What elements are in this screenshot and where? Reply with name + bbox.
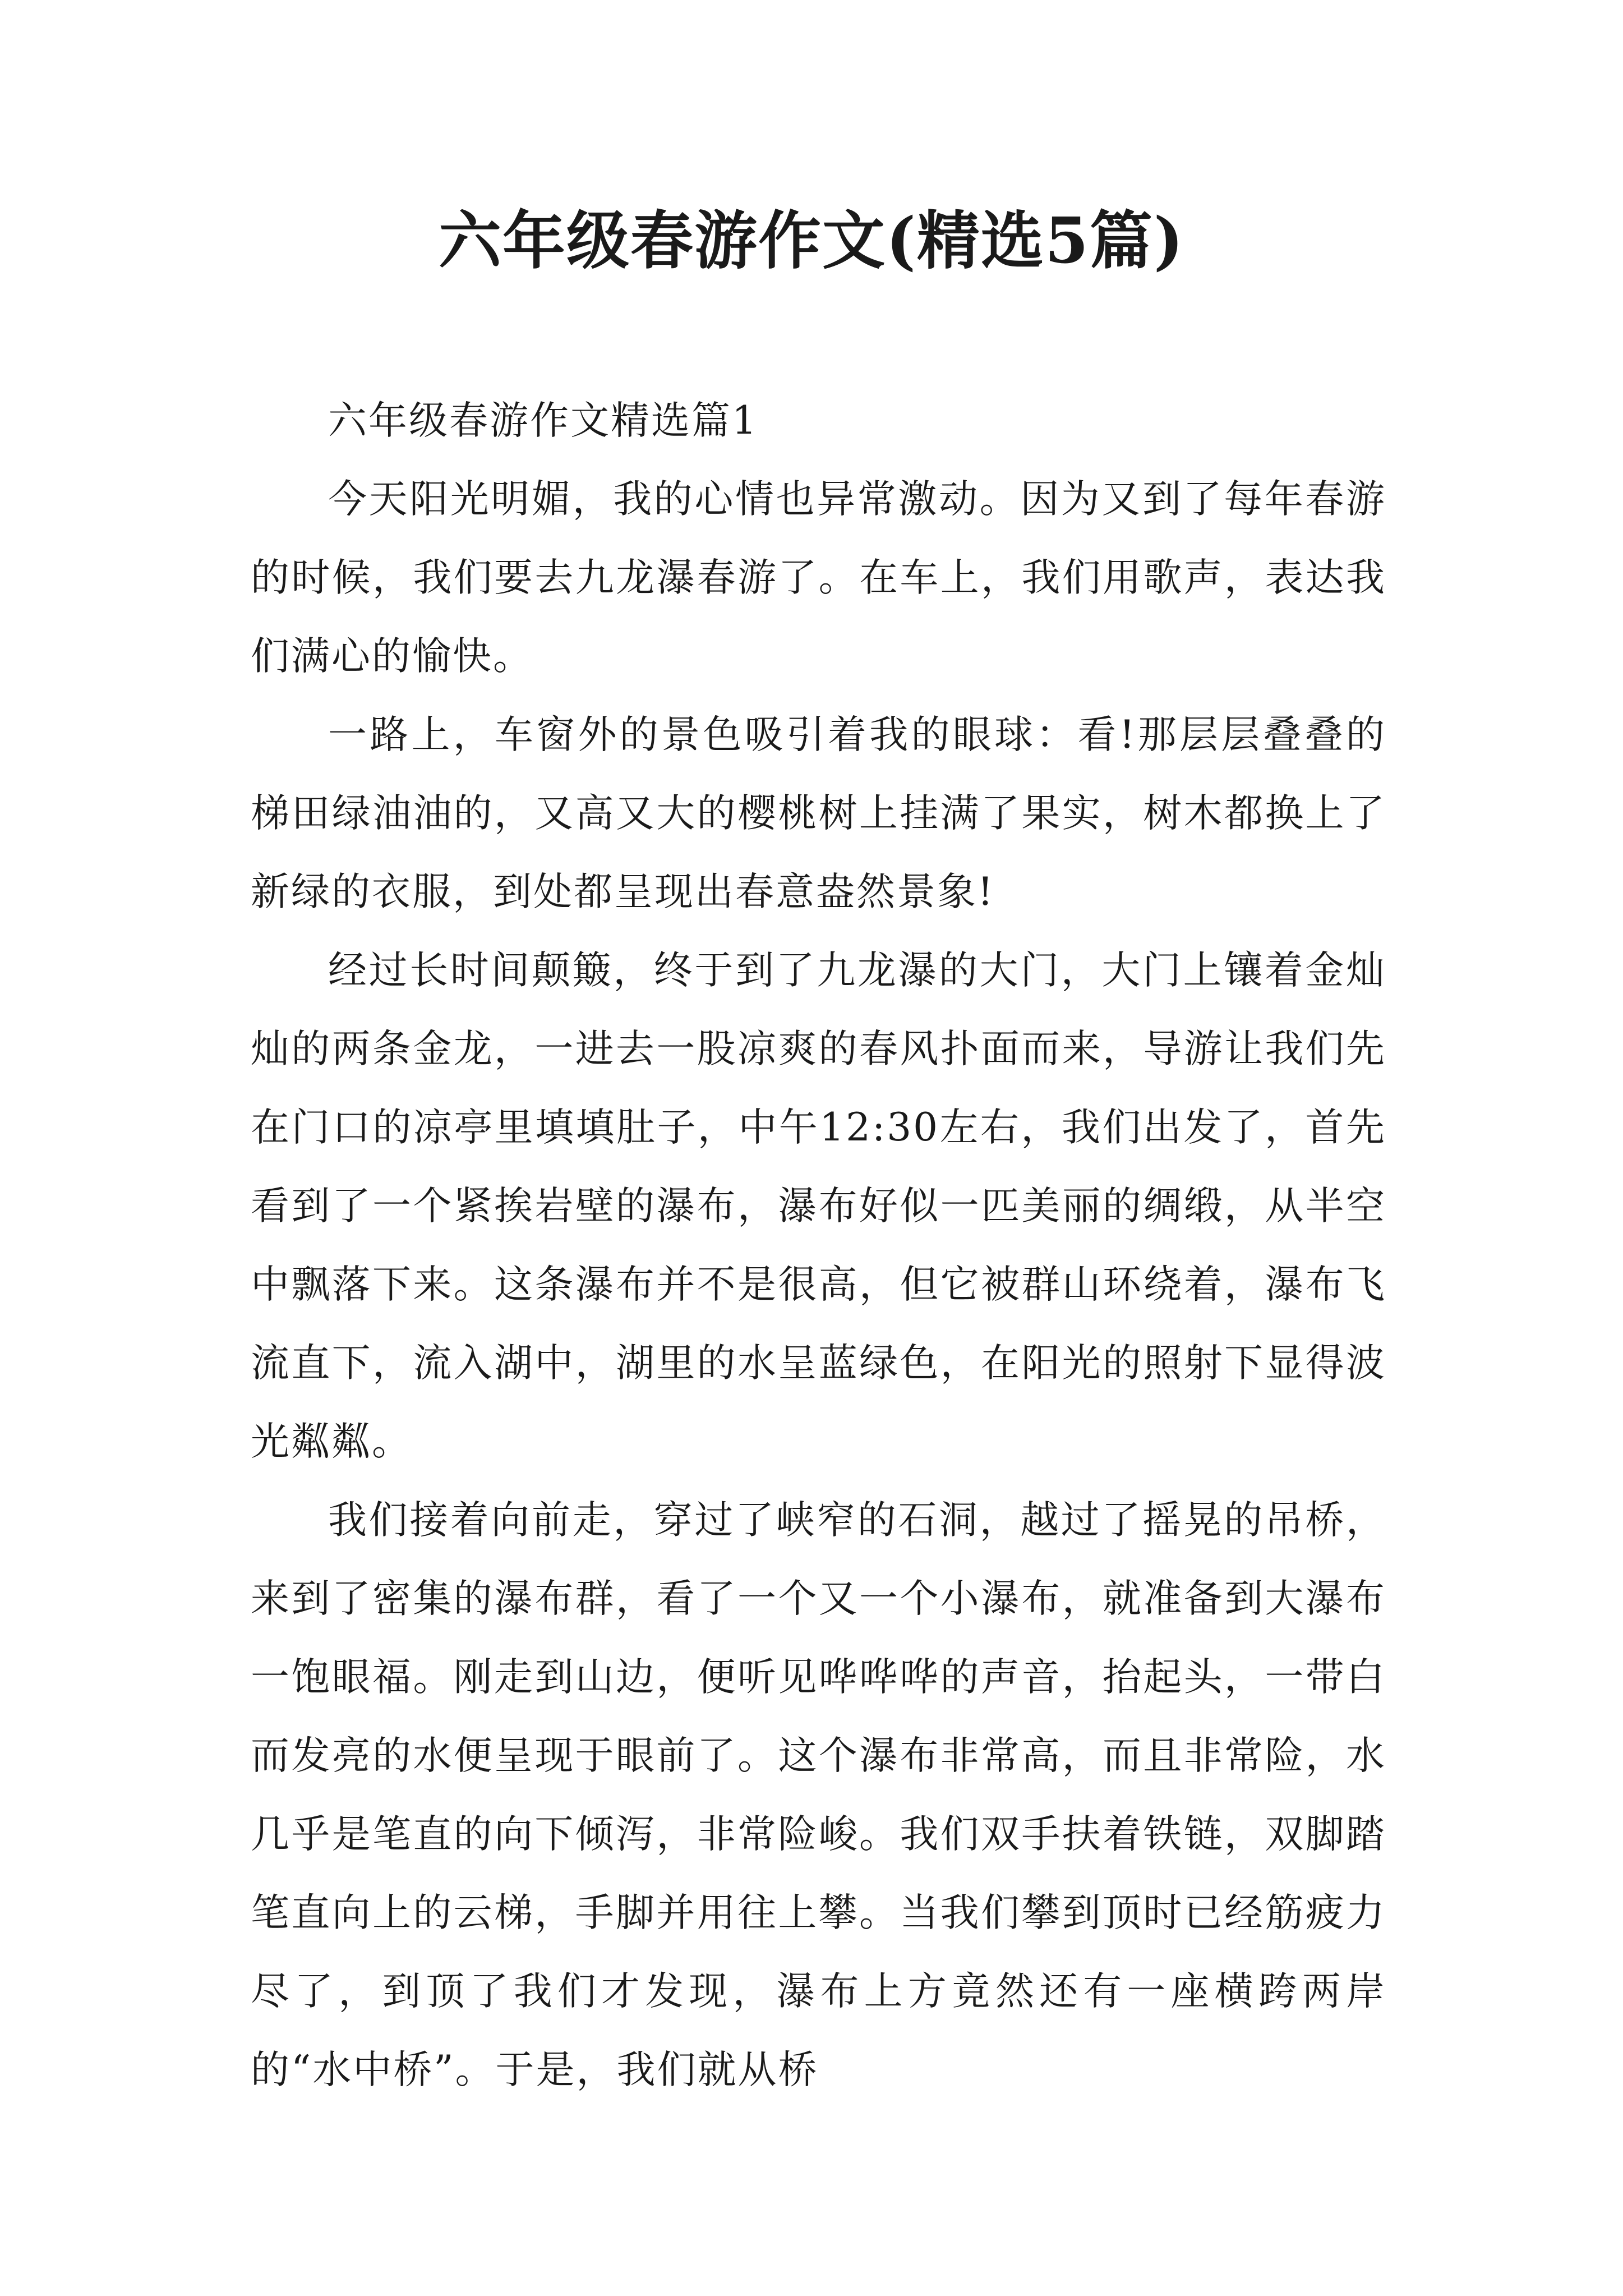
section-heading: 六年级春游作文精选篇1 xyxy=(328,398,758,443)
paragraph-3: 经过长时间颠簸，终于到了九龙瀑的大门，大门上镶着金灿灿的两条金龙，一进去一股凉爽的春风扑面而来，导游让我们先在门口的凉亭里填填肚子，中午12:30左右，我们出发了，首先看到了一个紧挨岩壁的瀑布，瀑布好似一匹美丽的绸缎，从半空中飘落下来。这条瀑布并不是很高，但它被群山环绕着，瀑布飞流直下，流入湖中，湖里的水呈蓝绿色，在阳光的照射下显得波光粼粼。 xyxy=(251,948,1386,1464)
paragraph-1: 今天阳光明媚，我的心情也异常激动。因为又到了每年春游的时候，我们要去九龙瀑春游了。在车上，我们用歌声，表达我们满心的愉快。 xyxy=(251,477,1386,679)
document-body xyxy=(251,381,1386,2109)
paragraph-2: 一路上，车窗外的景色吸引着我的眼球：看!那层层叠叠的梯田绿油油的，又高又大的樱桃树上挂满了果实，树木都换上了新绿的衣服，到处都呈现出春意盎然景象! xyxy=(251,712,1386,914)
paragraph-4: 我们接着向前走，穿过了峡窄的石洞，越过了摇晃的吊桥，来到了密集的瀑布群，看了一个又一个小瀑布，就准备到大瀑布一饱眼福。刚走到山边，便听见哗哗哗的声音，抬起头，一带白而发亮的水便呈现于眼前了。这个瀑布非常高，而且非常险，水几乎是笔直的向下倾泻，非常险峻。我们双手扶着铁链，双脚踏笔直向上的云梯，手脚并用往上攀。当我们攀到顶时已经筋疲力尽了，到顶了我们才发现，瀑布上方竟然还有一座横跨两岸的“水中桥”。于是，我们就从桥 xyxy=(251,1498,1386,2092)
document-title: 六年级春游作文(精选5篇) xyxy=(439,204,1184,278)
